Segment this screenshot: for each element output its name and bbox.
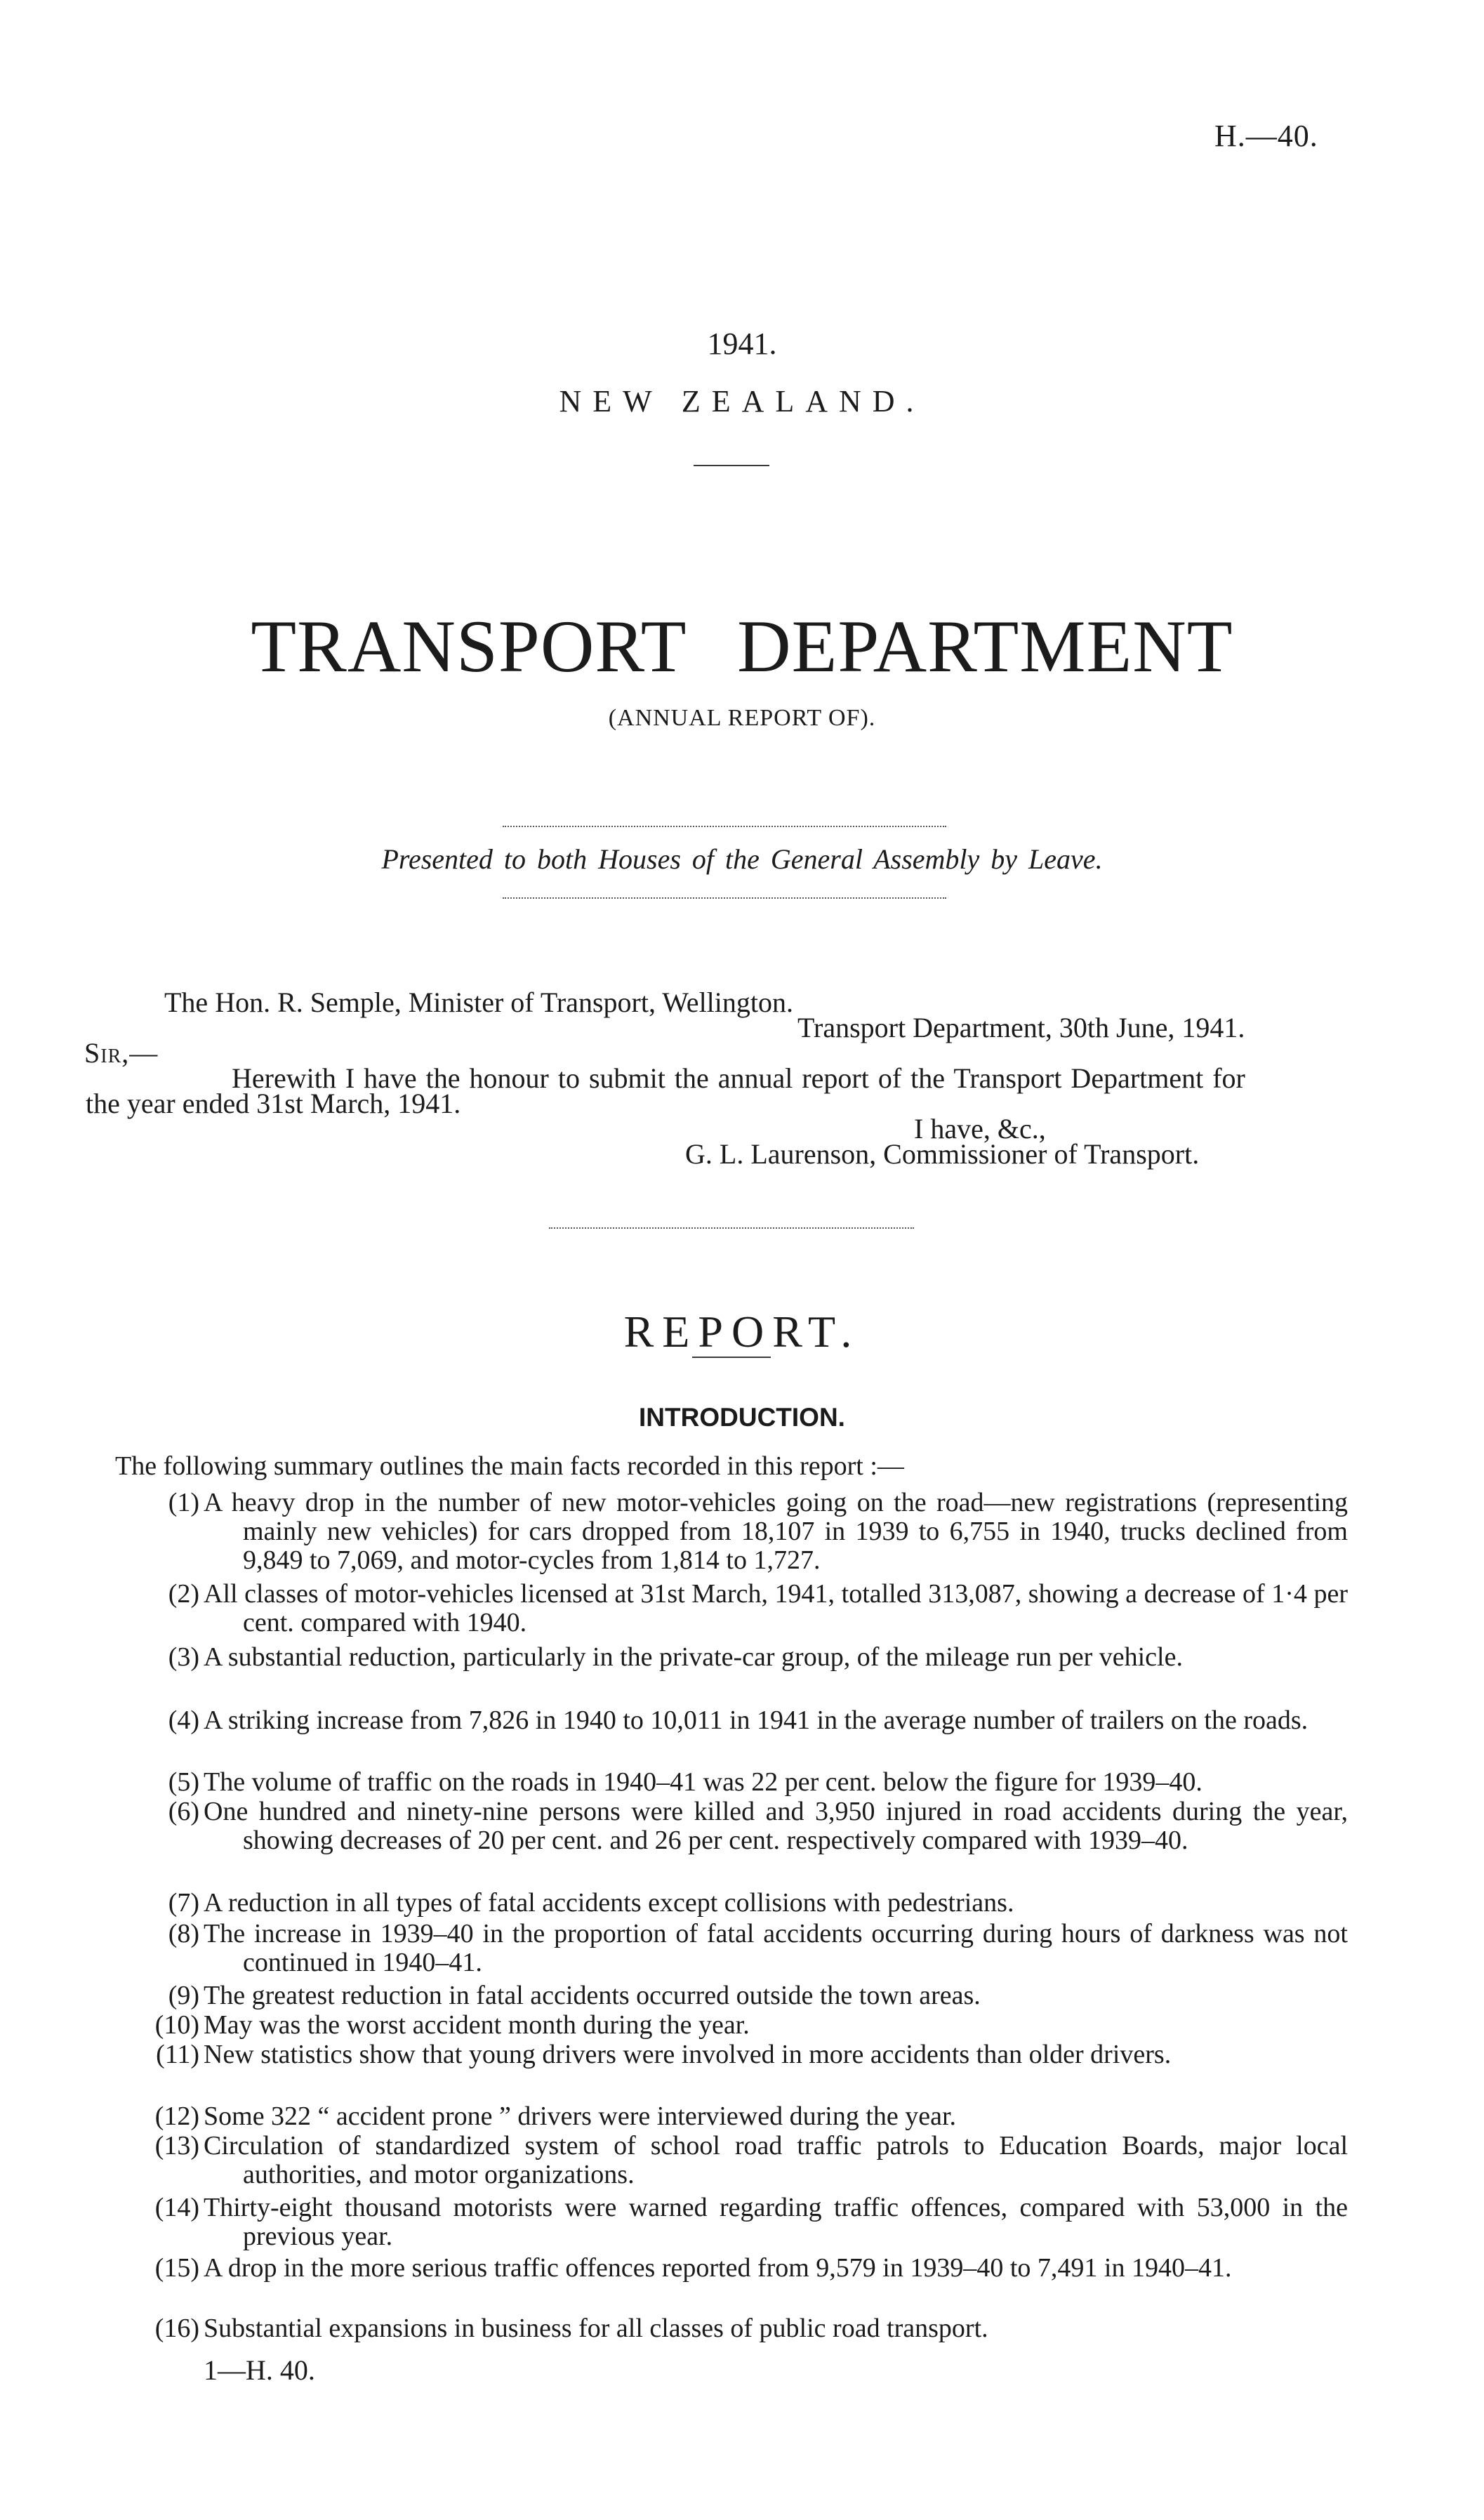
- list-item: [154, 2010, 1348, 2040]
- letter-salutation: Sir,—: [84, 1037, 159, 1069]
- list-item-number: (2): [168, 1579, 199, 1609]
- list-item-number: (3): [168, 1642, 199, 1672]
- document-title: TRANSPORT DEPARTMENT: [251, 605, 1233, 687]
- letter-origin: Transport Department, 30th June, 1941.: [797, 1012, 1245, 1043]
- letter-closing: I have, &c.,: [914, 1113, 1046, 1144]
- list-item-text: Some 322 “ accident prone ” drivers were interviewed during the year.: [204, 2102, 957, 2131]
- list-item-number: (12): [154, 2102, 199, 2131]
- list-item: [168, 1888, 1348, 1918]
- list-item-text: All classes of motor-vehicles licensed at 31st March, 1941, totalled 313,087, showing a decrease of 1·4 per cent. compared with 1940.: [204, 1579, 1348, 1637]
- list-item-text: A drop in the more serious traffic offences reported from 9,579 in 1939–40 to 7,491 in 1940–41.: [204, 2253, 1232, 2283]
- list-item-number: (6): [168, 1797, 199, 1826]
- list-item-number: (7): [168, 1888, 199, 1918]
- list-item-text: The increase in 1939–40 in the proportion of fatal accidents occurring during hours of darkness was not continued in 1940–41.: [204, 1919, 1348, 1977]
- list-item-text: May was the worst accident month during the year.: [204, 2010, 750, 2040]
- list-item-number: (4): [168, 1706, 199, 1735]
- intro-paragraph: The following summary outlines the main facts recorded in this report :—: [115, 1451, 904, 1481]
- list-item-text: Substantial expansions in business for all classes of public road transport.: [204, 2314, 988, 2343]
- list-item: [154, 2253, 1348, 2283]
- list-item-number: (9): [168, 1981, 199, 2010]
- list-item-number: (11): [156, 2040, 199, 2069]
- list-item-number: (8): [168, 1919, 199, 1948]
- list-item: [156, 2040, 1348, 2069]
- letter-body: Herewith I have the honour to submit the annual report of the Transport Department for: [232, 1062, 1245, 1094]
- list-item: [168, 1767, 1348, 1797]
- country-name: NEW ZEALAND.: [559, 384, 925, 418]
- document-code: H.—40.: [1214, 119, 1318, 153]
- list-item-number: (15): [154, 2253, 199, 2283]
- list-item: [154, 2314, 1348, 2343]
- list-item-text: The volume of traffic on the roads in 1940–41 was 22 per cent. below the figure for 1939–40.: [204, 1767, 1203, 1797]
- section-heading: INTRODUCTION.: [639, 1403, 845, 1432]
- letter-addressee: The Hon. R. Semple, Minister of Transport, Wellington.: [164, 987, 794, 1018]
- list-item-number: (5): [168, 1767, 199, 1797]
- list-item: [168, 1797, 1348, 1855]
- list-item-text: A heavy drop in the number of new motor-vehicles going on the road—new registrations (representing mainly new vehicles) for cars dropped from 18,107 in 1939 to 6,755 in 1940, trucks declined from 9,849 to 7,069, and motor-cycles from 1,814 to 1,727.: [204, 1488, 1348, 1575]
- list-item: [168, 1706, 1348, 1735]
- document-subtitle: (ANNUAL REPORT OF).: [608, 705, 876, 731]
- report-heading: REPORT.: [623, 1307, 861, 1357]
- list-item-text: New statistics show that young drivers were involved in more accidents than older drivers.: [204, 2040, 1172, 2069]
- list-item: [154, 2131, 1348, 2189]
- list-item-text: The greatest reduction in fatal accidents occurred outside the town areas.: [204, 1981, 981, 2010]
- list-item-number: (10): [154, 2010, 199, 2040]
- list-item-text: A reduction in all types of fatal accidents except collisions with pedestrians.: [204, 1888, 1014, 1918]
- list-item-text: Circulation of standardized system of school road traffic patrols to Education Boards, major local authorities, and motor organizations.: [204, 2131, 1348, 2189]
- list-item: [154, 2102, 1348, 2131]
- list-item-text: A striking increase from 7,826 in 1940 to 10,011 in 1941 in the average number of trailers on the roads.: [204, 1706, 1309, 1735]
- list-item-number: (1): [168, 1488, 199, 1517]
- list-item: [168, 1981, 1348, 2010]
- page-signature: 1—H. 40.: [204, 2354, 315, 2386]
- list-item: [154, 2193, 1348, 2251]
- presentation-note: Presented to both Houses of the General Assembly by Leave.: [381, 843, 1103, 875]
- list-item-number: (14): [154, 2193, 199, 2222]
- letter-signature: G. L. Laurenson, Commissioner of Transport.: [685, 1138, 1200, 1170]
- list-item-text: Thirty-eight thousand motorists were warned regarding traffic offences, compared with 53,000 in the previous year.: [204, 2193, 1348, 2251]
- publication-year: 1941.: [707, 326, 777, 361]
- list-item-number: (16): [154, 2314, 199, 2343]
- letter-body: the year ended 31st March, 1941.: [86, 1088, 461, 1119]
- list-item: [168, 1919, 1348, 1977]
- list-item: [168, 1579, 1348, 1637]
- list-item-number: (13): [154, 2131, 199, 2161]
- list-item-text: One hundred and ninety-nine persons were killed and 3,950 injured in road accidents during the year, showing decreases of 20 per cent. and 26 per cent. respectively compared with 1939–40.: [204, 1797, 1348, 1855]
- list-item: [168, 1642, 1348, 1672]
- list-item-text: A substantial reduction, particularly in the private-car group, of the mileage run per vehicle.: [204, 1642, 1183, 1672]
- list-item: [168, 1488, 1348, 1575]
